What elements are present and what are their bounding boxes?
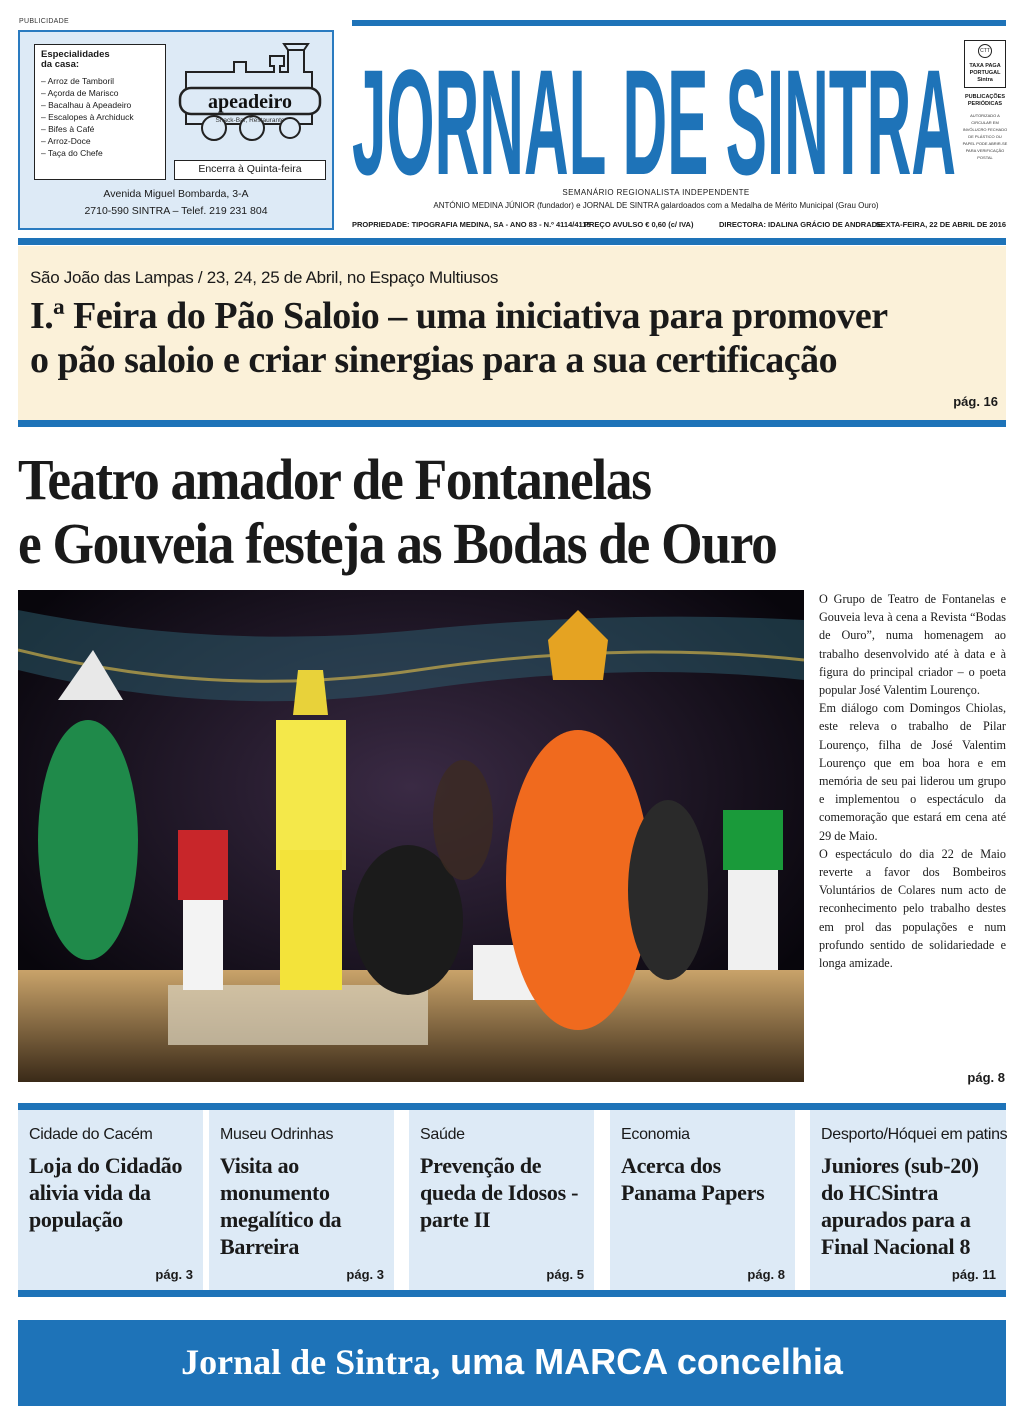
teaser-kicker: Economia bbox=[621, 1126, 690, 1143]
specialty-item: – Taça do Chefe bbox=[41, 148, 103, 158]
newspaper-title bbox=[352, 26, 960, 186]
article-paragraph: Em diálogo com Domingos Chiolas, este releva o trabalho de Pilar Lourenço, filha de José Valentim Lourenço que em boa hora e em memória de seu pai liderou um grupo e implementou o espectáculo da comemoração que estará em cena até 29 de Maio. bbox=[819, 701, 1006, 843]
teaser-page-ref: pág. 5 bbox=[546, 1267, 584, 1282]
price-info: PREÇO AVULSO € 0,60 (c/ IVA) bbox=[584, 220, 694, 229]
teaser-box-cacem[interactable] bbox=[18, 1110, 203, 1290]
banner-text bbox=[18, 1340, 1006, 1384]
specialties-title: Especialidades da casa: bbox=[41, 49, 110, 70]
main-headline[interactable] bbox=[18, 448, 920, 576]
feature-story[interactable] bbox=[18, 246, 1006, 420]
main-article-body bbox=[819, 590, 1006, 972]
teaser-box-desporto[interactable] bbox=[810, 1110, 1006, 1290]
specialty-item: – Arroz de Tamboril bbox=[41, 76, 115, 86]
teaser-kicker: Cidade do Cacém bbox=[29, 1126, 153, 1143]
article-paragraph: O Grupo de Teatro de Fontanelas e Gouveia leva à cena a Revista “Bodas de Ouro”, numa homenagem ao trabalho desenvolvido até à data e à figura do principal criador – o poeta popular José Valentim Lourenço. bbox=[819, 592, 1006, 698]
feature-headline[interactable] bbox=[30, 294, 990, 382]
specialties-list bbox=[41, 75, 159, 159]
divider-rule bbox=[18, 1103, 1006, 1110]
periodicals-label: PUBLICAÇÕES PERIÓDICAS bbox=[964, 94, 1006, 107]
issue-date: SEXTA-FEIRA, 22 DE ABRIL DE 2016 bbox=[875, 220, 1006, 229]
teaser-box-odrinhas[interactable] bbox=[209, 1110, 394, 1290]
director-info: DIRECTORA: IDALINA GRÁCIO DE ANDRADE bbox=[719, 220, 883, 229]
main-headline-line: e Gouveia festeja as Bodas de Ouro bbox=[18, 511, 777, 576]
article-paragraph: O espectáculo do dia 22 de Maio reverte a favor dos Bombeiros Voluntários de Colares num acto de reconhecimento pelo trabalho destes em prol das populações e num profundo sentido de solidariedade e longa amizade. bbox=[819, 846, 1006, 971]
specialty-item: – Açorda de Marisco bbox=[41, 88, 119, 98]
teaser-page-ref: pág. 11 bbox=[951, 1267, 996, 1282]
divider-rule bbox=[18, 420, 1006, 427]
teaser-page-ref: pág. 8 bbox=[747, 1267, 785, 1282]
periodicals-note: AUTORIZADO A CIRCULAR EM INVÓLUCRO FECHADO DE PLÁSTICO OU PAPEL PODE ABRIR-SE PARA VERIFICAÇÃO POSTAL bbox=[962, 113, 1008, 160]
teaser-headline: Visita ao monumento megalítico da Barreira bbox=[220, 1153, 342, 1259]
teaser-box-economia[interactable] bbox=[610, 1110, 795, 1290]
locomotive-logo-icon bbox=[176, 42, 326, 142]
masthead-info-line bbox=[352, 220, 1006, 232]
masthead-tagline: SEMANÁRIO REGIONALISTA INDEPENDENTE bbox=[562, 188, 750, 197]
teaser-headline: Juniores (sub-20) do HCSintra apurados para a Final Nacional 8 bbox=[821, 1153, 979, 1259]
main-headline-line: Teatro amador de Fontanelas bbox=[18, 447, 651, 512]
svg-text:JORNAL DE SINTRA: JORNAL DE SINTRA bbox=[352, 38, 956, 186]
banner-text-part: Jornal de Sintra, bbox=[181, 1342, 441, 1382]
closing-day-note: Encerra à Quinta-feira bbox=[174, 160, 326, 180]
feature-kicker: São João das Lampas / 23, 24, 25 de Abril, no Espaço Multiusos bbox=[30, 268, 499, 287]
teaser-headline: Loja do Cidadão alivia vida da população bbox=[29, 1153, 183, 1232]
teaser-kicker: Saúde bbox=[420, 1126, 465, 1143]
ad-brand-name: apeadeiro bbox=[207, 91, 293, 113]
ad-address-phone: 2710-590 SINTRA – Telef. 219 231 804 bbox=[84, 205, 268, 217]
specialty-item: – Escalopes à Archiduck bbox=[41, 112, 134, 122]
feature-headline-line: I.ª Feira do Pão Saloio – uma iniciativa para promover bbox=[30, 295, 888, 337]
ad-address: Avenida Miguel Bombarda, 3-A bbox=[103, 188, 249, 200]
feature-headline-line: o pão saloio e criar sinergias para a sua certificação bbox=[30, 339, 838, 381]
banner-text-part: uma MARCA concelhia bbox=[440, 1341, 843, 1382]
teaser-box-saude[interactable] bbox=[409, 1110, 594, 1290]
divider-rule bbox=[18, 238, 1006, 245]
teaser-page-ref: pág. 3 bbox=[346, 1267, 384, 1282]
masthead-founders: ANTÓNIO MEDINA JÚNIOR (fundador) e JORNAL DE SINTRA galardoados com a Medalha de Mérito Municipal (Grau Ouro) bbox=[433, 201, 879, 210]
teaser-kicker: Desporto/Hóquei em patins bbox=[821, 1126, 1008, 1143]
restaurant-ad[interactable] bbox=[18, 30, 334, 230]
theatre-stage-photo bbox=[18, 590, 804, 1082]
specialty-item: – Arroz-Doce bbox=[41, 136, 91, 146]
main-page-ref: pág. 8 bbox=[967, 1070, 1005, 1085]
teaser-page-ref: pág. 3 bbox=[155, 1267, 193, 1282]
ctt-logo-icon: CTT bbox=[978, 44, 992, 58]
property-info: PROPRIEDADE: TIPOGRAFIA MEDINA, SA - ANO 83 - N.º 4114/4115 bbox=[352, 220, 591, 229]
postage-paid-stamp: TAXA PAGA PORTUGAL Sintra bbox=[964, 40, 1006, 88]
divider-rule bbox=[18, 1290, 1006, 1297]
advertising-label: PUBLICIDADE bbox=[19, 18, 69, 25]
teaser-kicker: Museu Odrinhas bbox=[220, 1126, 334, 1143]
ad-brand-subtitle: Snack-Bar, Restaurante bbox=[215, 117, 285, 124]
specialty-item: – Bifes à Café bbox=[41, 124, 95, 134]
brand-banner bbox=[18, 1320, 1006, 1406]
specialty-item: – Bacalhau à Apeadeiro bbox=[41, 100, 132, 110]
specialties-box bbox=[34, 44, 166, 180]
feature-page-ref: pág. 16 bbox=[953, 394, 998, 409]
teaser-headline: Acerca dos Panama Papers bbox=[621, 1153, 765, 1205]
teaser-headline: Prevenção de queda de Idosos - parte II bbox=[420, 1153, 579, 1232]
